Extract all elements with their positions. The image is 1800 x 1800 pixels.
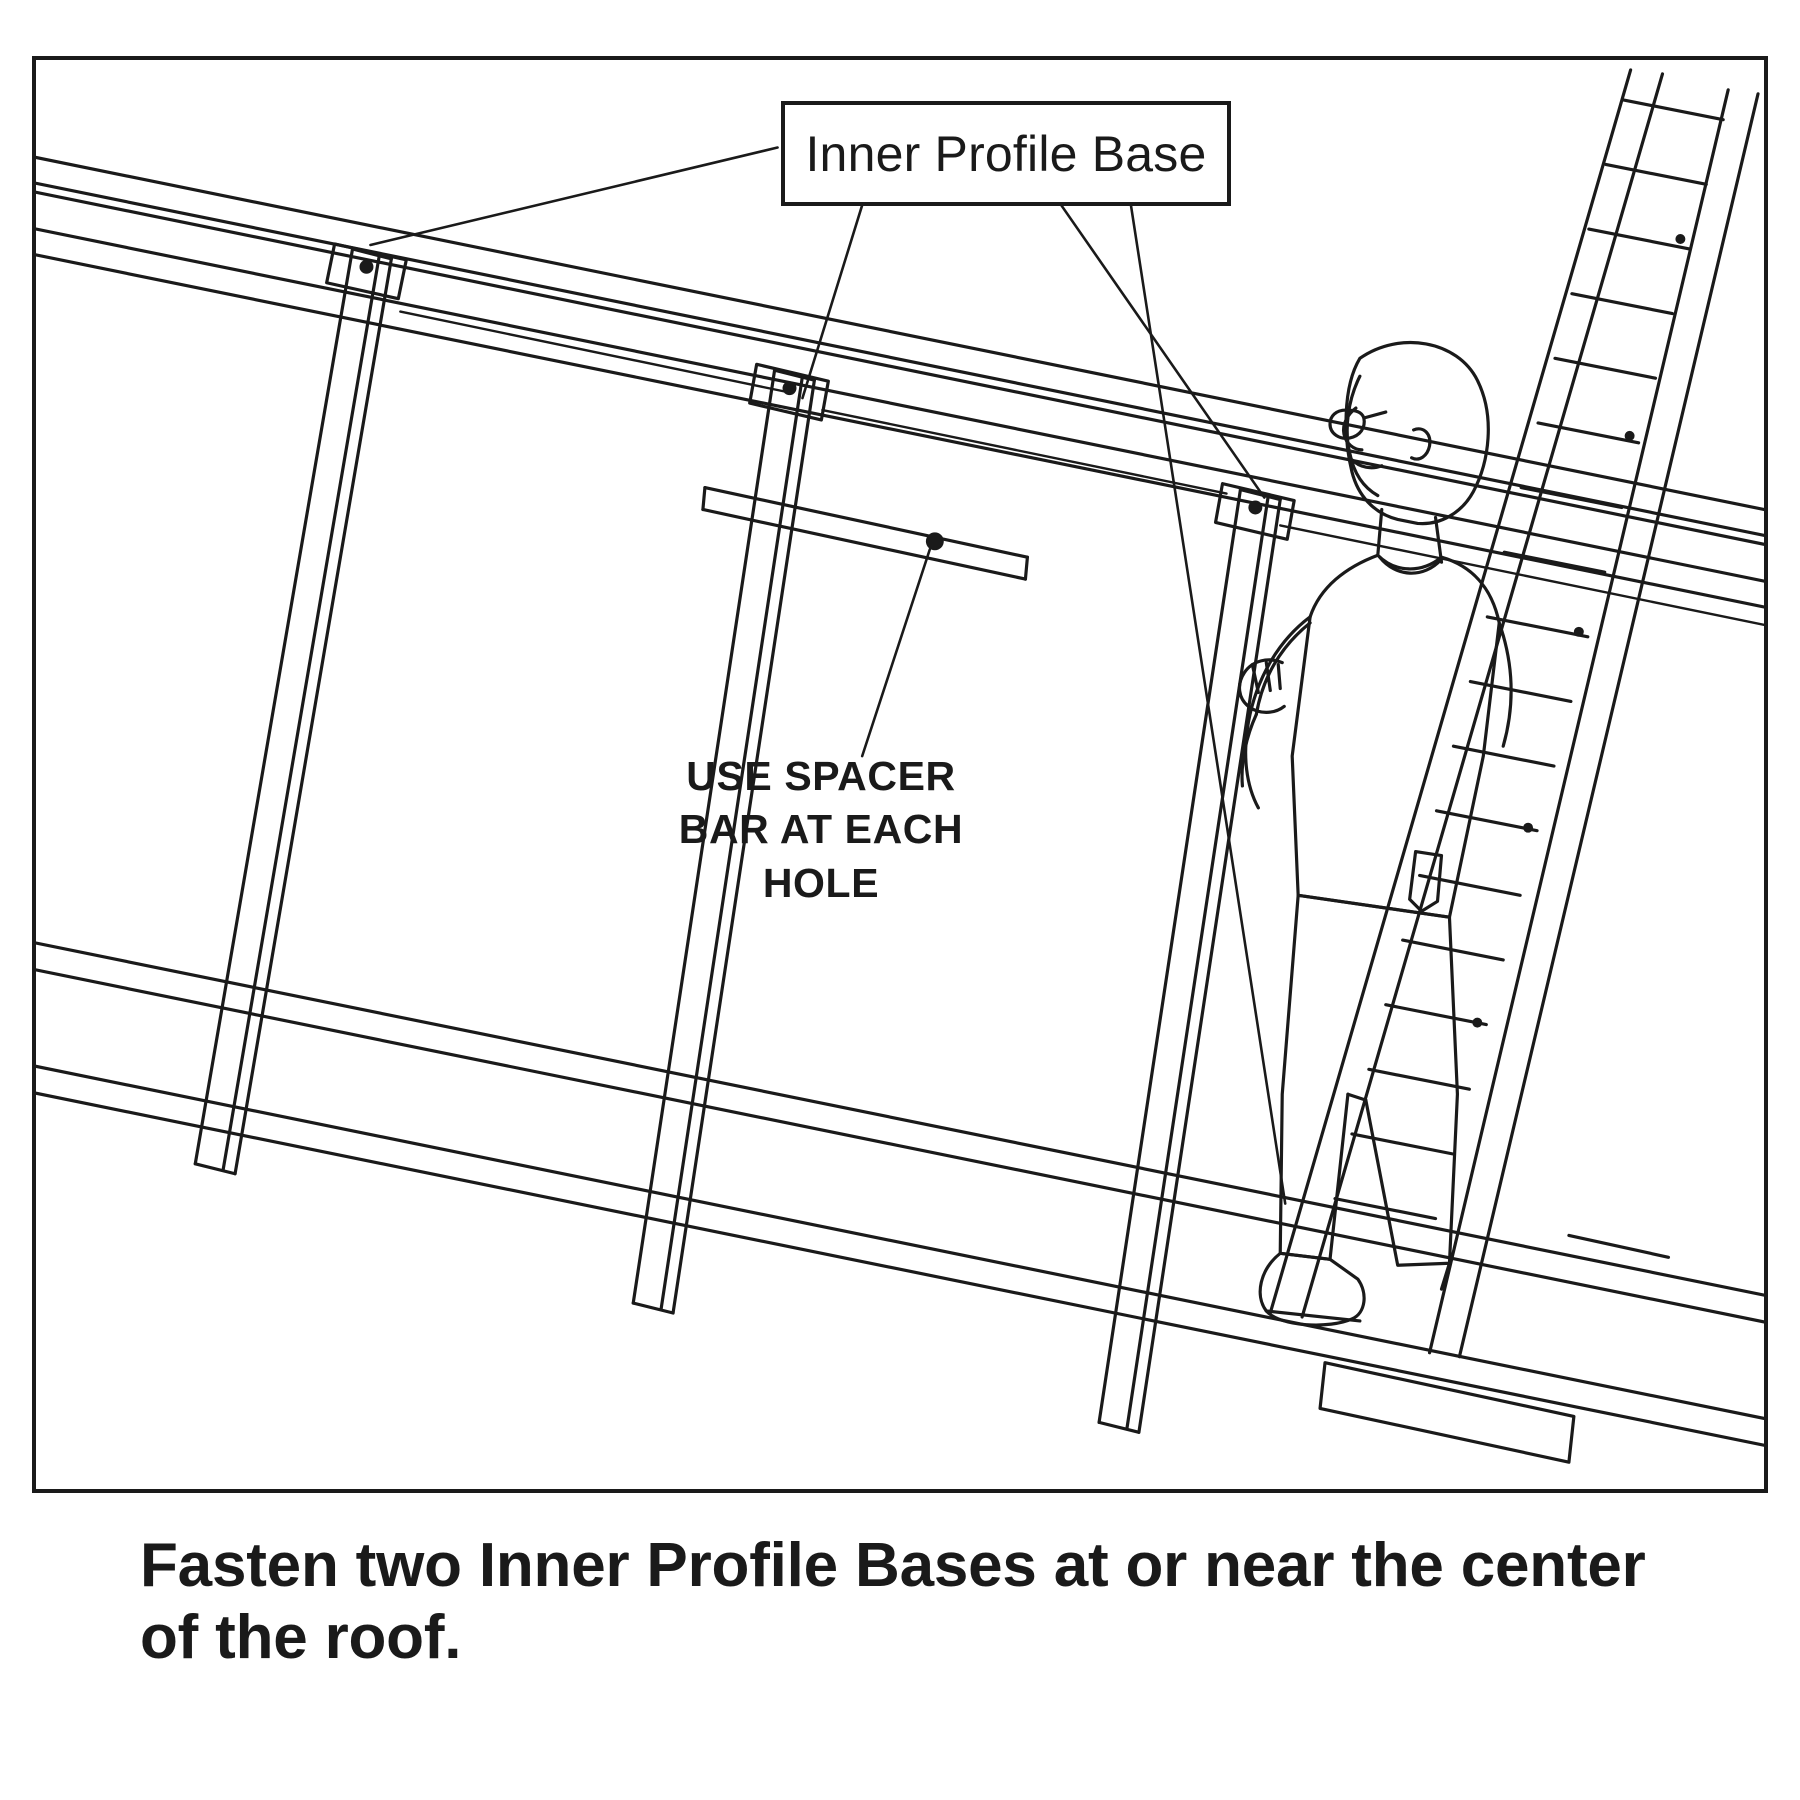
ladder [1270, 70, 1758, 1357]
callout-inner-profile-base [781, 101, 1231, 206]
spacer-note-leader [862, 549, 930, 756]
callout-leader-lines [370, 148, 1285, 1204]
annotation-use-spacer-line-3: HOLE [762, 859, 880, 906]
illustration-frame [32, 56, 1768, 1493]
instruction-caption: Fasten two Inner Profile Bases at or near the center of the roof. [140, 1531, 1646, 1672]
ladder-footing [1320, 1235, 1668, 1462]
annotation-use-spacer-line-2: BAR AT EACH [678, 806, 964, 853]
annotation-use-spacer-line-1: USE SPACER [686, 753, 956, 799]
annotation-use-spacer [656, 750, 986, 910]
spacer-bar [703, 488, 1027, 579]
callout-inner-profile-base-label: Inner Profile Base [805, 125, 1207, 182]
rafter-left [195, 244, 406, 1174]
